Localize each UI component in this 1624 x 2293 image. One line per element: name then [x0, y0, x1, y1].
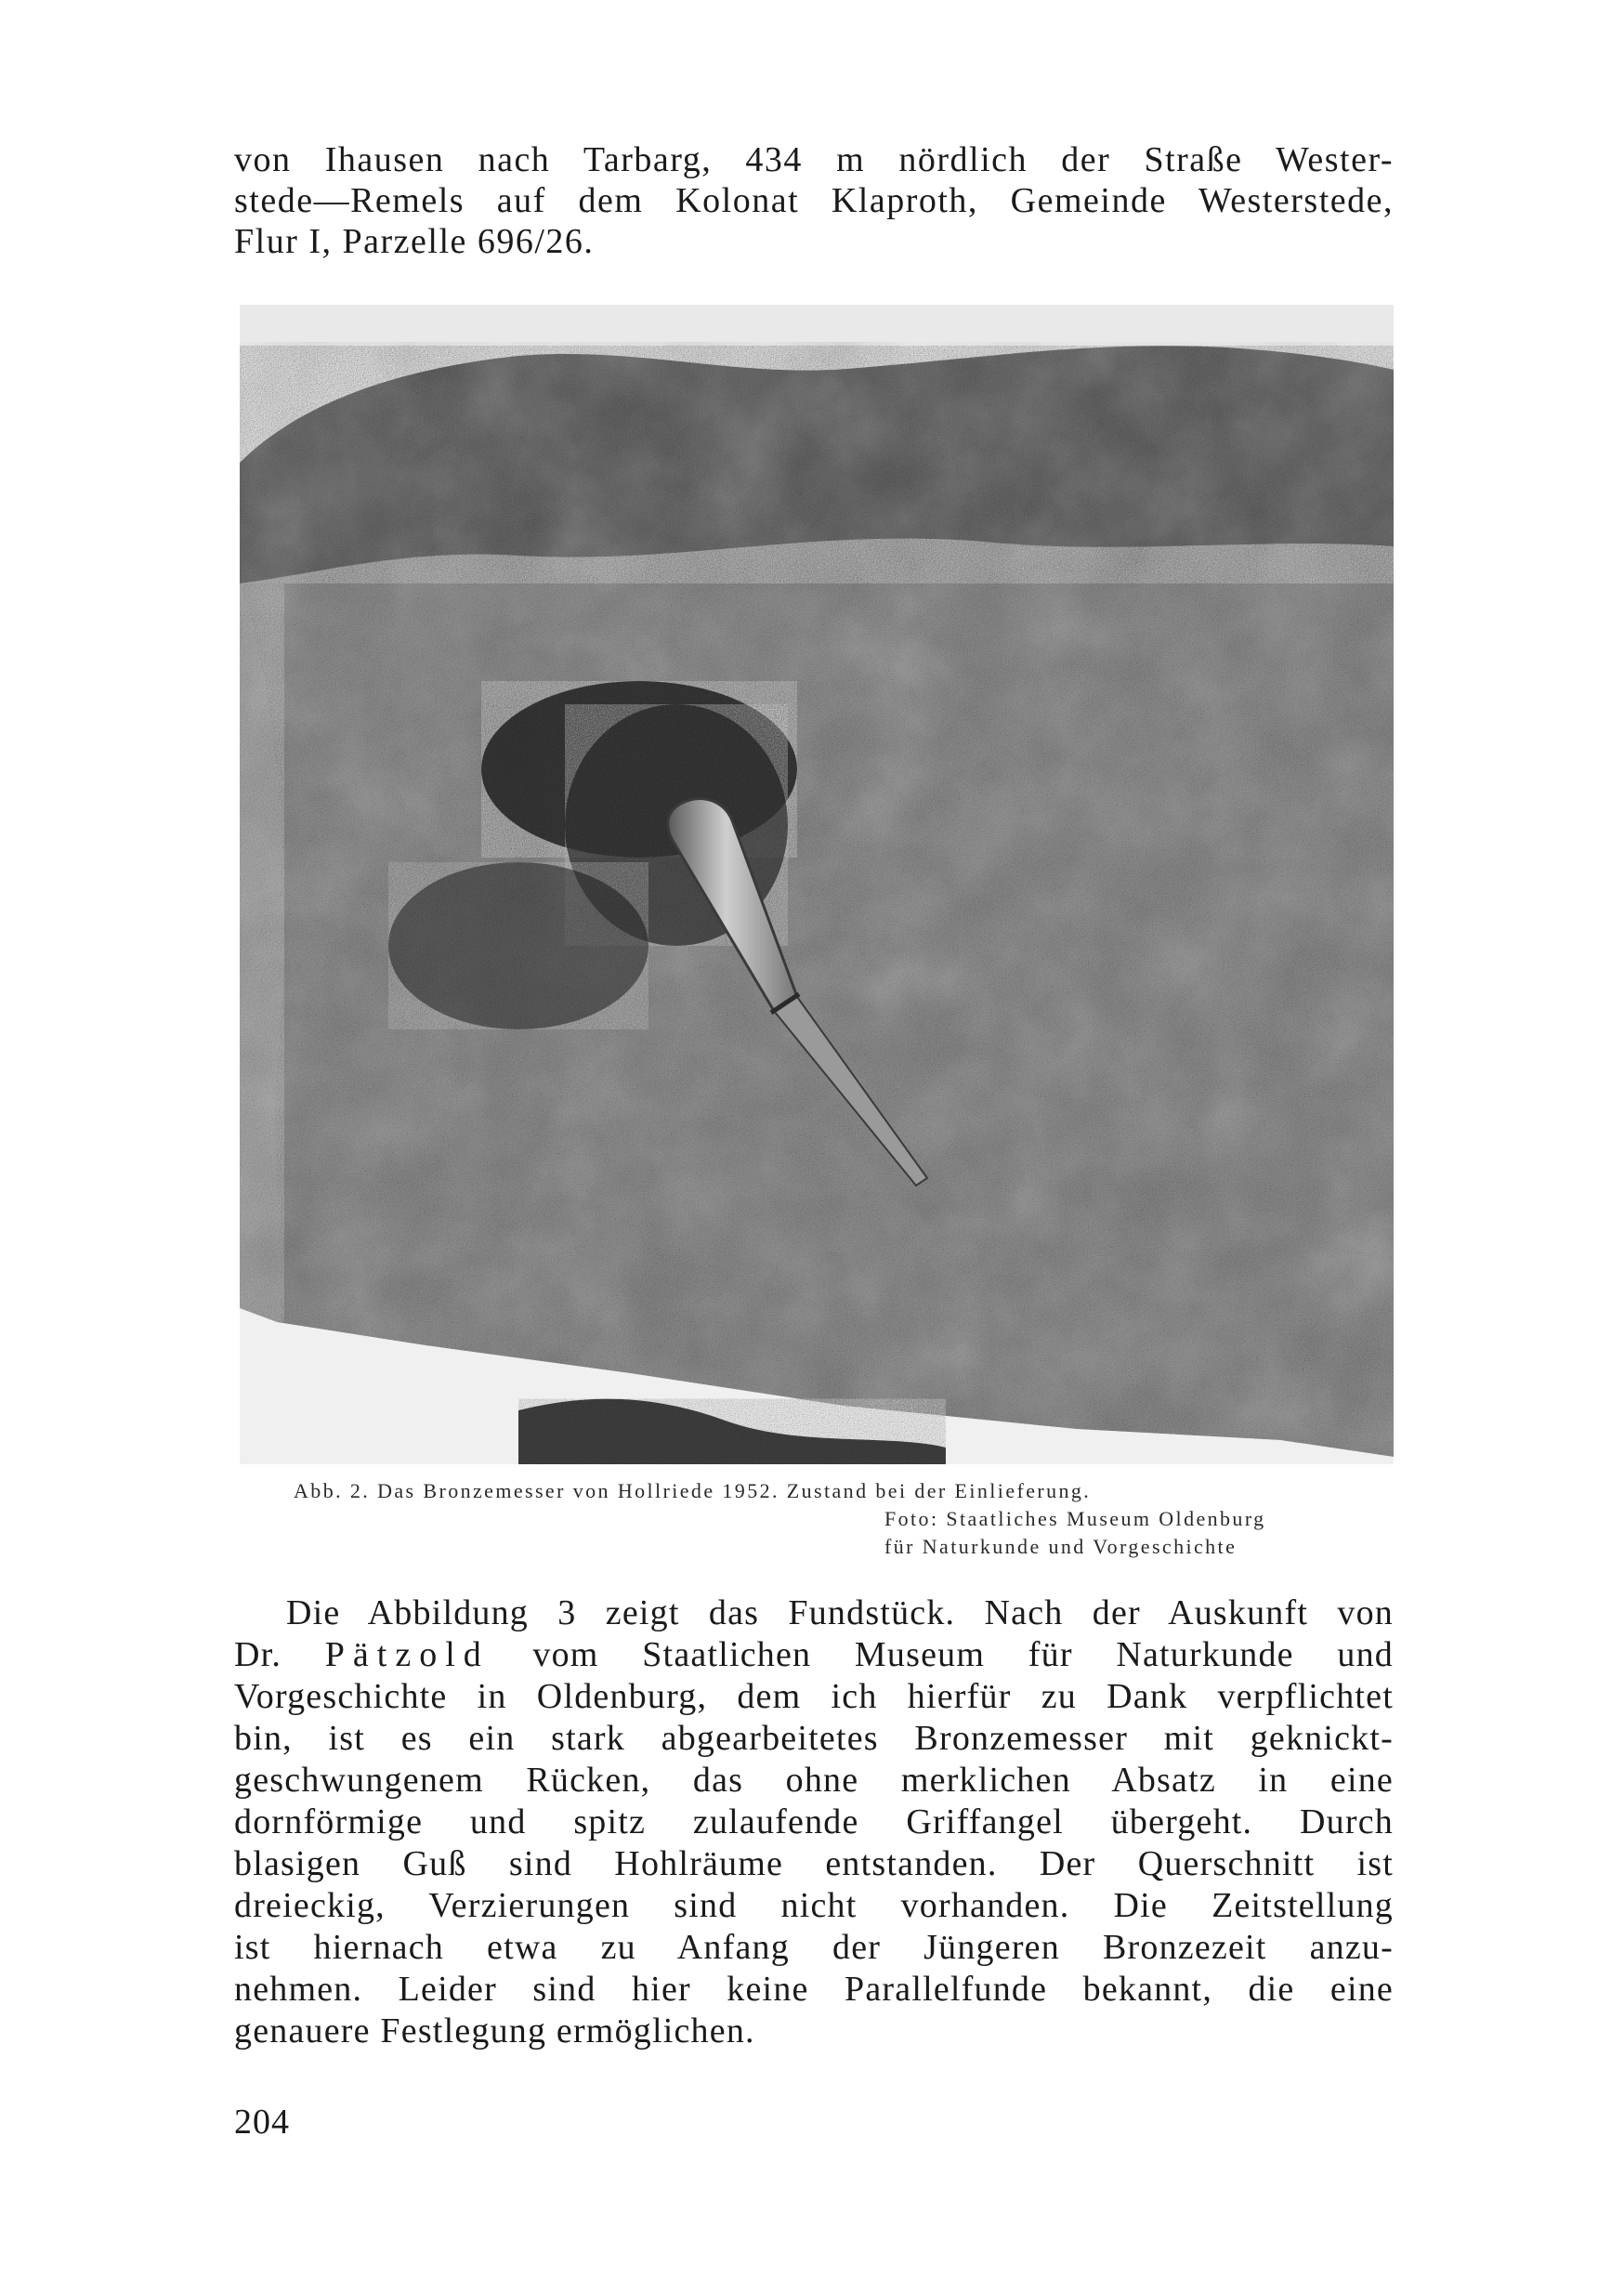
- photograph-image: [240, 305, 1394, 1464]
- photo-credit-line: Foto: Staatliches Museum Oldenburg: [884, 1507, 1266, 1530]
- body-line-suffix: vom Staatlichen Museum für Naturkunde und: [489, 1635, 1394, 1674]
- body-paragraph-line: bin, ist es ein stark abgearbeitetes Bronzemesser mit geknickt-: [234, 1719, 1394, 1758]
- body-line-prefix: Dr.: [234, 1635, 325, 1674]
- body-paragraph-line: nehmen. Leider sind hier keine Parallelfunde bekannt, die eine: [234, 1970, 1394, 2009]
- caption-text: Abb. 2. Das Bronzemesser von Hollriede 1952. Zustand bei der Einlieferung.: [294, 1479, 1092, 1502]
- page-number: 204: [234, 2103, 290, 2142]
- author-name: Pätzold: [324, 1635, 490, 1674]
- top-paragraph-line: Flur I, Parzelle 696/26.: [234, 222, 595, 261]
- bronze-knife-photograph: [240, 305, 1394, 1464]
- figure-caption: [294, 1477, 1351, 1561]
- body-paragraph-line: blasigen Guß sind Hohlräume entstanden. Der Querschnitt ist: [234, 1844, 1394, 1883]
- body-paragraph-line: genauere Festlegung ermöglichen.: [234, 2011, 755, 2051]
- top-paragraph-line: stede—Remels auf dem Kolonat Klaproth, Gemeinde Westerstede,: [234, 181, 1394, 220]
- body-paragraph-line: [234, 1634, 1394, 1676]
- body-paragraph-line: Vorgeschichte in Oldenburg, dem ich hierfür zu Dank verpflichtet: [234, 1677, 1394, 1716]
- top-paragraph: [234, 139, 1394, 262]
- body-paragraph-line: dornförmige und spitz zulaufende Griffangel übergeht. Durch: [234, 1802, 1394, 1841]
- body-paragraph-line: ist hiernach etwa zu Anfang der Jüngeren Bronzezeit anzu-: [234, 1928, 1394, 1967]
- body-paragraph-line: dreieckig, Verzierungen sind nicht vorhanden. Die Zeitstellung: [234, 1886, 1394, 1925]
- body-paragraph: [234, 1592, 1394, 2052]
- body-paragraph-line: Die Abbildung 3 zeigt das Fundstück. Nach der Auskunft von: [286, 1593, 1394, 1632]
- body-paragraph-line: geschwungenem Rücken, das ohne merklichen Absatz in eine: [234, 1761, 1394, 1800]
- photo-credit-line: für Naturkunde und Vorgeschichte: [884, 1535, 1238, 1558]
- top-paragraph-line: von Ihausen nach Tarbarg, 434 m nördlich der Straße Wester-: [234, 140, 1394, 179]
